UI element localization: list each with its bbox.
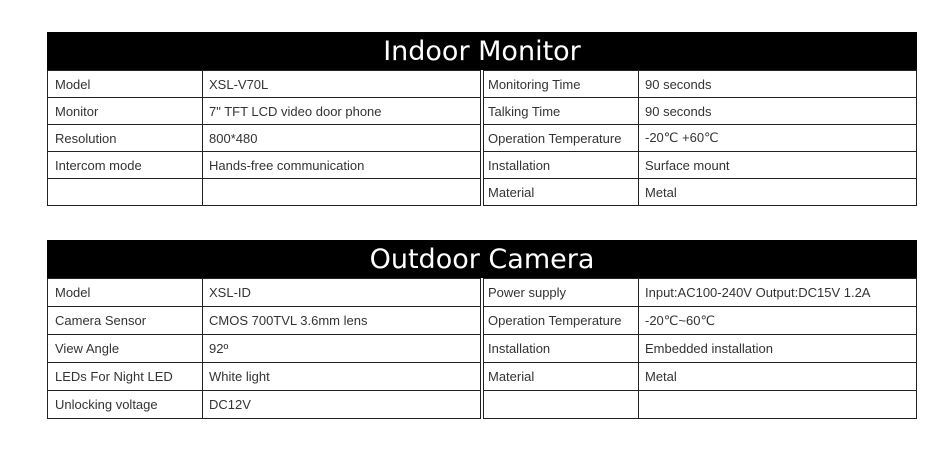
table-row: [48, 335, 481, 363]
spec-value: -20℃ +60℃: [639, 125, 917, 152]
spec-label: Unlocking voltage: [48, 391, 203, 419]
table-row: [484, 307, 917, 335]
spec-value: Metal: [639, 363, 917, 391]
indoor-left-table: [47, 70, 481, 206]
table-row: [484, 179, 917, 206]
table-row: [484, 391, 917, 419]
spec-label: Operation Temperature: [484, 125, 639, 152]
spec-value: Hands-free communication: [203, 152, 481, 179]
spec-label: Material: [484, 179, 639, 206]
outdoor-camera-section: [47, 240, 917, 419]
spec-value: CMOS 700TVL 3.6mm lens: [203, 307, 481, 335]
spec-label: Monitoring Time: [484, 71, 639, 98]
spec-value: 90 seconds: [639, 98, 917, 125]
spec-label: LEDs For Night LED: [48, 363, 203, 391]
spec-value: DC12V: [203, 391, 481, 419]
spec-value: Metal: [639, 179, 917, 206]
spec-value: 7" TFT LCD video door phone: [203, 98, 481, 125]
spec-label: Installation: [484, 152, 639, 179]
spec-label: Resolution: [48, 125, 203, 152]
table-row: [48, 98, 481, 125]
spec-value: 92º: [203, 335, 481, 363]
spec-label: Operation Temperature: [484, 307, 639, 335]
spec-value: Input:AC100-240V Output:DC15V 1.2A: [639, 279, 917, 307]
spec-label: Power supply: [484, 279, 639, 307]
table-row: [48, 125, 481, 152]
spec-label: Monitor: [48, 98, 203, 125]
table-row: [484, 98, 917, 125]
outdoor-left-table: [47, 278, 481, 419]
spec-label: Camera Sensor: [48, 307, 203, 335]
table-row: [484, 363, 917, 391]
spec-value: XSL-V70L: [203, 71, 481, 98]
table-row: [484, 152, 917, 179]
spec-value: [203, 179, 481, 206]
spec-label: Material: [484, 363, 639, 391]
indoor-right-table: [483, 70, 917, 206]
spec-value: Surface mount: [639, 152, 917, 179]
table-row: [484, 71, 917, 98]
spec-label: View Angle: [48, 335, 203, 363]
spec-label: Talking Time: [484, 98, 639, 125]
spec-value: Embedded installation: [639, 335, 917, 363]
spec-label: Installation: [484, 335, 639, 363]
table-row: [484, 125, 917, 152]
section-title: Indoor Monitor: [47, 32, 917, 70]
spec-label: [484, 391, 639, 419]
spec-value: 90 seconds: [639, 71, 917, 98]
spec-label: Model: [48, 71, 203, 98]
table-row: [48, 391, 481, 419]
spec-value: White light: [203, 363, 481, 391]
section-title: Outdoor Camera: [47, 240, 917, 278]
spec-label: Intercom mode: [48, 152, 203, 179]
outdoor-right-table: [483, 278, 917, 419]
table-row: [484, 335, 917, 363]
table-row: [48, 152, 481, 179]
spec-value: -20℃~60℃: [639, 307, 917, 335]
spec-value: [639, 391, 917, 419]
table-row: [48, 307, 481, 335]
spec-value: XSL-ID: [203, 279, 481, 307]
table-row: [48, 71, 481, 98]
table-row: [48, 179, 481, 206]
spec-label: [48, 179, 203, 206]
table-row: [48, 363, 481, 391]
indoor-monitor-section: [47, 32, 917, 206]
spec-label: Model: [48, 279, 203, 307]
table-row: [484, 279, 917, 307]
table-row: [48, 279, 481, 307]
spec-value: 800*480: [203, 125, 481, 152]
